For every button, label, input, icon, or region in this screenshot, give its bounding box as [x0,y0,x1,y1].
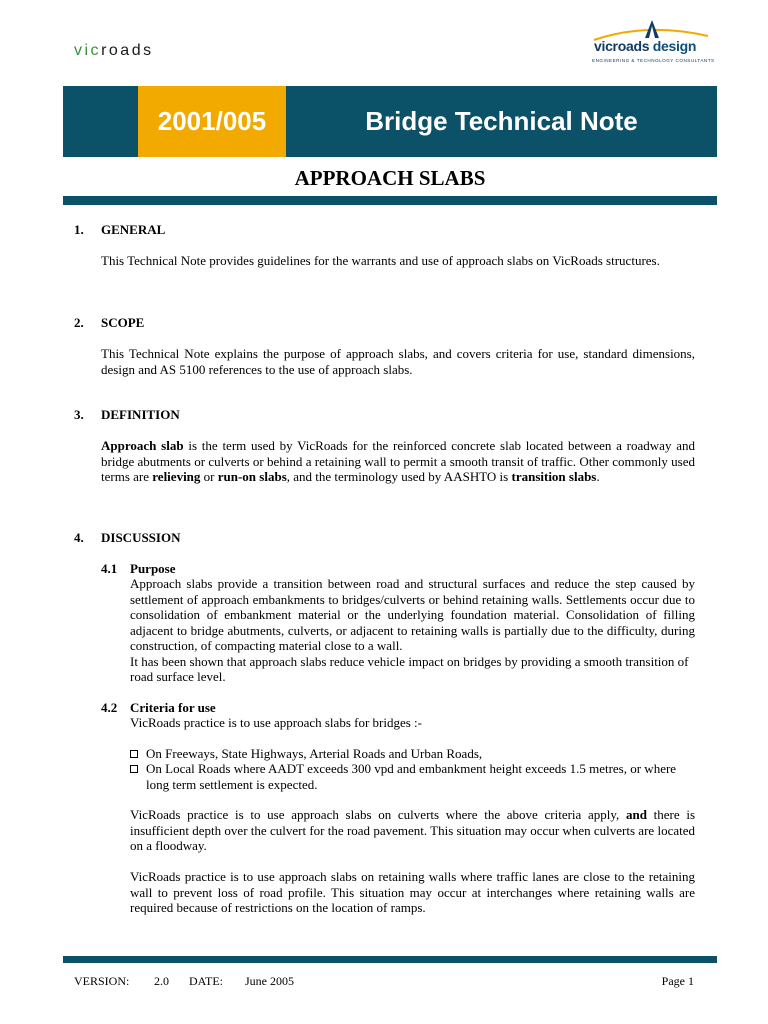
section-number: 1. [74,222,84,237]
vicroads-design-logo [592,18,715,70]
version-value: 2.0 [154,974,169,988]
purpose-paragraph: Approach slabs provide a transition between road and structural surfaces and reduce the step caused by settlement of approach embankments to bridges/culverts or behind retaining walls. Settlements occur due to consolidation of embankment material or the underlying foundation material. Consolidation of filling adjacent to bridge abutments, culverts, or adjacent to retaining walls is partially due to the difficulty, during construction, of compacting material close to a wall. It has been shown that approach slabs reduce vehicle impact on bridges by providing a smooth transition of road surface level. [130,576,695,684]
retaining-walls-paragraph: VicRoads practice is to use approach slabs on retaining walls where traffic lanes are close to the retaining wall to prevent loss of road profile. This situation may occur at interchanges where retaining walls are required because of restrictions on the location of ramps. [130,869,695,915]
subsection-heading-criteria: Criteria for use [130,700,216,715]
section-number: 4. [74,530,84,545]
culverts-paragraph: VicRoads practice is to use approach slabs on culverts where the above criteria apply, and there is insufficient depth over the culvert for the road pavement. This situation may occur when culverts are located on a floodway. [130,807,696,853]
bullet-square-icon [130,750,138,758]
document-title: APPROACH SLABS [294,166,486,190]
subsection-number: 4.2 [101,700,118,715]
section-heading-scope: SCOPE [101,315,145,330]
bottom-rule [63,956,717,963]
brand-vic: vic [74,42,102,59]
scope-paragraph: This Technical Note explains the purpose of approach slabs, and covers criteria for use, standard dimensions, design and AS 5100 references to the use of approach slabs. [101,346,695,377]
criteria-intro: VicRoads practice is to use approach slabs for bridges :- [130,715,422,730]
list-item: On Local Roads where AADT exceeds 300 vpd and embankment height exceeds 1.5 metres, or where long term settlement is expected. [146,761,677,792]
top-rule [63,196,717,205]
brand-roads: roads [101,42,154,59]
note-type: Bridge Technical Note [365,106,638,136]
subsection-heading-purpose: Purpose [130,561,176,576]
section-number: 2. [74,315,84,330]
date-label: DATE: [189,974,223,988]
vicroads-wordmark [74,42,154,60]
logo-wordmark: vicroads design [594,38,697,54]
definition-paragraph: Approach slab is the term used by VicRoads for the reinforced concrete slab located between a roadway and bridge abutments or culverts or behind a retaining wall to permit a smooth transit of traffic. Other commonly used terms are relieving or run-on slabs, and the terminology used by AASHTO is transition slabs. [101,438,695,484]
section-heading-discussion: DISCUSSION [101,530,181,545]
version-label: VERSION: [74,974,130,988]
general-paragraph: This Technical Note provides guidelines for the warrants and use of approach slabs on VicRoads structures. [101,253,660,268]
section-number: 3. [74,407,84,422]
list-item: On Freeways, State Highways, Arterial Roads and Urban Roads, [146,746,483,761]
page-number: Page 1 [661,974,694,988]
subsection-number: 4.1 [101,561,118,576]
section-heading-general: GENERAL [101,222,166,237]
logo-tagline: ENGINEERING & TECHNOLOGY CONSULTANTS [592,58,715,63]
date-value: June 2005 [245,974,294,988]
bullet-square-icon [130,765,138,773]
note-number: 2001/005 [138,86,286,157]
section-heading-definition: DEFINITION [101,407,180,422]
